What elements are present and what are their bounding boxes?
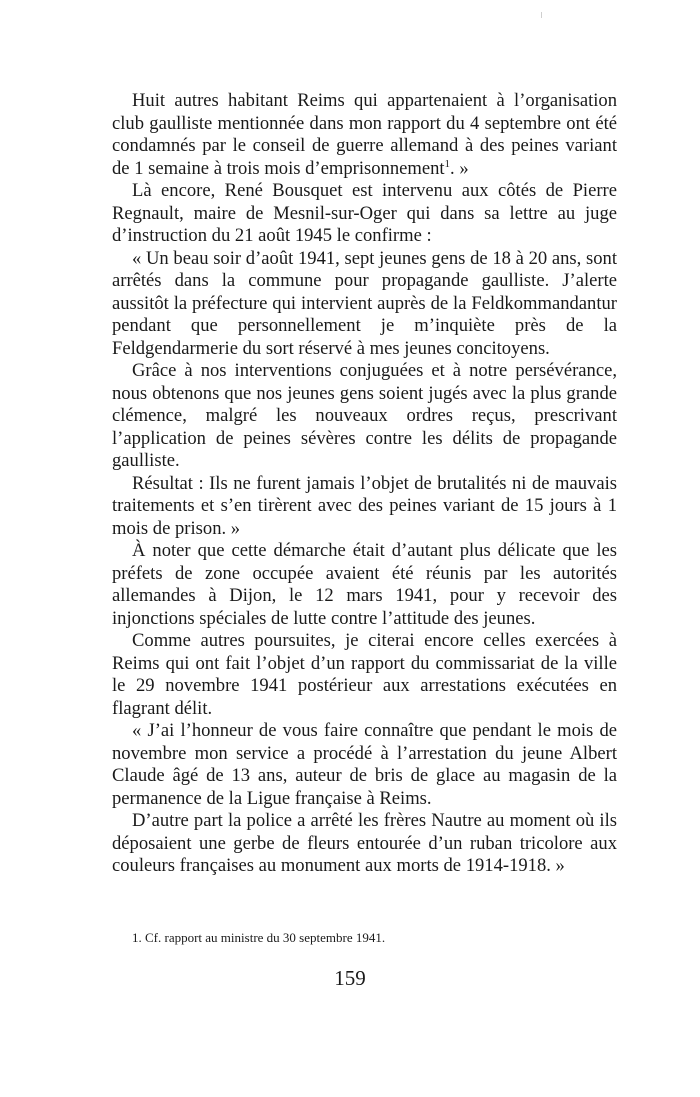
paragraph: Là encore, René Bousquet est intervenu aux côtés de Pierre Regnault, maire de Mesnil-sur-Oger qui dans sa lettre au juge d’instruction du 21 août 1945 le confirme :: [112, 180, 617, 246]
body-text: [112, 90, 617, 878]
paragraph: [112, 90, 617, 180]
paragraph: « J’ai l’honneur de vous faire connaître que pendant le mois de novembre mon service a procédé à l’arrestation du jeune Albert Claude âgé de 13 ans, auteur de bris de glace au magasin de la permanence de la Ligue française à Reims.: [112, 720, 617, 809]
paragraph: D’autre part la police a arrêté les frères Nautre au moment où ils déposaient une gerbe de fleurs entourée d’un ruban tricolore aux couleurs françaises au monument aux morts de 1914-1918. »: [112, 810, 617, 876]
footnote-reference: 1: [444, 157, 451, 170]
paragraph: À noter que cette démarche était d’autant plus délicate que les préfets de zone occupée avaient été réunis par les autorités allemandes à Dijon, le 12 mars 1941, pour y recevoir des injonctions spéciales de lutte contre l’attitude des jeunes.: [112, 540, 617, 629]
page-number: 159: [334, 966, 366, 990]
paragraph: Grâce à nos interventions conjuguées et à notre persévérance, nous obtenons que nos jeunes gens soient jugés avec la plus grande clémence, malgré les nouveaux ordres reçus, prescrivant l’application de peines sévères contre les délits de propagande gaulliste.: [112, 360, 617, 471]
paragraph: Comme autres poursuites, je citerai encore celles exercées à Reims qui ont fait l’objet d’un rapport du commissariat de la ville le 29 novembre 1941 postérieur aux arrestations exécutées en flagrant délit.: [112, 630, 617, 719]
paragraph: « Un beau soir d’août 1941, sept jeunes gens de 18 à 20 ans, sont arrêtés dans la commune pour propagande gaulliste. J’alerte aussitôt la préfecture qui intervient auprès de la Feldkommandantur pendant que personnellement je m’inquiète près de la Feldgendarmerie du sort réservé à mes jeunes concitoyens.: [112, 247, 617, 359]
footnote: 1. Cf. rapport au ministre du 30 septembre 1941.: [132, 930, 386, 945]
paragraph-text: Huit autres habitant Reims qui appartenaient à l’organisation club gaulliste mentionnée dans mon rapport du 4 septembre ont été condamnés par le conseil de guerre allemand à des peines variant de 1 semaine à trois mois d’emprisonnement: [112, 90, 617, 179]
scan-mark: [541, 12, 542, 18]
paragraph: Résultat : Ils ne furent jamais l’objet de brutalités ni de mauvais traitements et s’en tirèrent avec des peines variant de 15 jours à 1 mois de prison. »: [112, 472, 617, 539]
paragraph-tail: . »: [450, 157, 469, 179]
